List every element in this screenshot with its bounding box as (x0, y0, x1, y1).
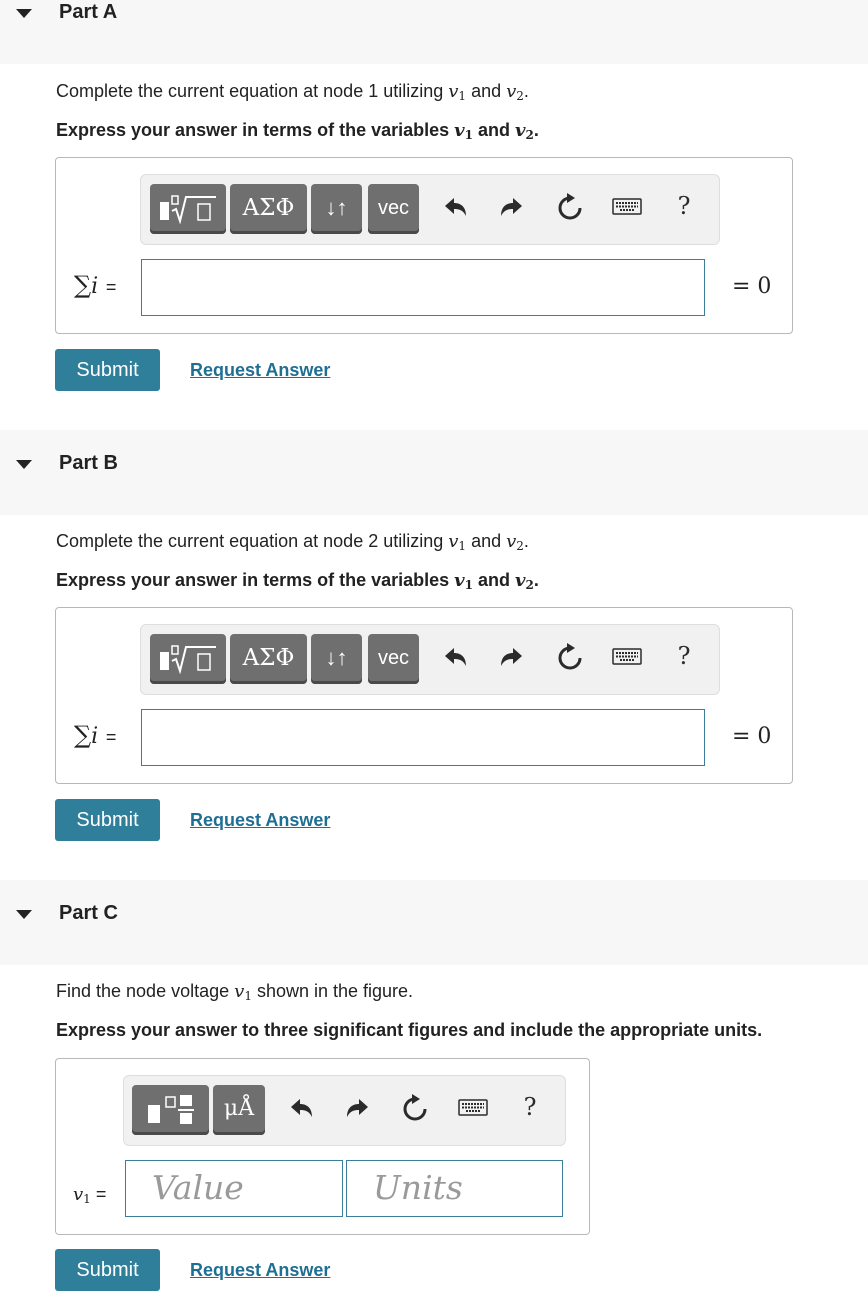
keyboard-icon[interactable] (610, 645, 644, 679)
help-icon[interactable]: ? (677, 192, 691, 220)
reset-icon[interactable] (553, 193, 587, 227)
help-icon[interactable]: ? (677, 642, 691, 670)
greek-symbols-button[interactable]: ΑΣΦ (230, 634, 307, 684)
collapse-triangle-icon[interactable] (16, 460, 32, 469)
collapse-triangle-icon[interactable] (16, 9, 32, 18)
part-title: Part B (59, 452, 118, 474)
math-toolbar (140, 624, 720, 695)
redo-icon[interactable] (341, 1094, 375, 1128)
part-title: Part A (59, 1, 118, 23)
templates-button[interactable] (150, 184, 226, 234)
submit-button[interactable]: Submit (55, 799, 160, 841)
answer-instruction: Express your answer in terms of the variables $v_1$ and $v_2$. (56, 120, 539, 142)
answer-box (55, 607, 793, 784)
undo-icon[interactable] (438, 643, 472, 677)
templates-icon (158, 194, 218, 229)
templates-button[interactable] (150, 634, 226, 684)
part-title: Part C (59, 902, 118, 924)
arrows-button[interactable]: ↓↑ (311, 184, 362, 234)
undo-icon[interactable] (284, 1094, 318, 1128)
sum-current-label: ∑i = (74, 271, 117, 299)
vec-button[interactable]: vec (368, 634, 419, 684)
equals-zero-label: = 0 (732, 724, 772, 749)
units-input[interactable]: Units (346, 1160, 563, 1217)
part-c-header[interactable] (0, 880, 868, 965)
value-input[interactable]: Value (125, 1160, 343, 1217)
question-prompt: Complete the current equation at node 1 utilizing $v_1$ and $v_2$. (56, 81, 529, 103)
arrows-button[interactable]: ↓↑ (311, 634, 362, 684)
answer-instruction: Express your answer to three significant figures and include the appropriate units. (56, 1020, 763, 1040)
templates-icon (144, 1093, 198, 1132)
equation-input[interactable] (141, 709, 705, 766)
collapse-triangle-icon[interactable] (16, 910, 32, 919)
undo-icon[interactable] (438, 193, 472, 227)
reset-icon[interactable] (398, 1094, 432, 1128)
answer-instruction: Express your answer in terms of the variables $v_1$ and $v_2$. (56, 570, 539, 592)
equals-zero-label: = 0 (732, 274, 772, 299)
sum-current-label: ∑i = (74, 721, 117, 749)
answer-box (55, 1058, 590, 1235)
v1-label: $v_1$ = (73, 1184, 107, 1206)
answer-box (55, 157, 793, 334)
question-prompt: Complete the current equation at node 2 utilizing $v_1$ and $v_2$. (56, 531, 529, 553)
request-answer-link[interactable]: Request Answer (190, 810, 331, 830)
templates-icon (158, 644, 218, 679)
keyboard-icon[interactable] (456, 1096, 490, 1130)
vec-button[interactable]: vec (368, 184, 419, 234)
equation-input[interactable] (141, 259, 705, 316)
units-button[interactable]: μÅ (213, 1085, 265, 1135)
part-b-header[interactable] (0, 430, 868, 515)
greek-symbols-button[interactable]: ΑΣΦ (230, 184, 307, 234)
request-answer-link[interactable]: Request Answer (190, 1260, 331, 1280)
redo-icon[interactable] (495, 193, 529, 227)
reset-icon[interactable] (553, 643, 587, 677)
math-toolbar (140, 174, 720, 245)
units-toolbar (123, 1075, 566, 1146)
submit-button[interactable]: Submit (55, 1249, 160, 1291)
redo-icon[interactable] (495, 643, 529, 677)
help-icon[interactable]: ? (523, 1093, 537, 1121)
question-prompt: Find the node voltage $v_1$ shown in the figure. (56, 981, 414, 1003)
request-answer-link[interactable]: Request Answer (190, 360, 331, 380)
keyboard-icon[interactable] (610, 195, 644, 229)
templates-button[interactable] (132, 1085, 209, 1135)
submit-button[interactable]: Submit (55, 349, 160, 391)
part-a-header[interactable] (0, 0, 868, 64)
